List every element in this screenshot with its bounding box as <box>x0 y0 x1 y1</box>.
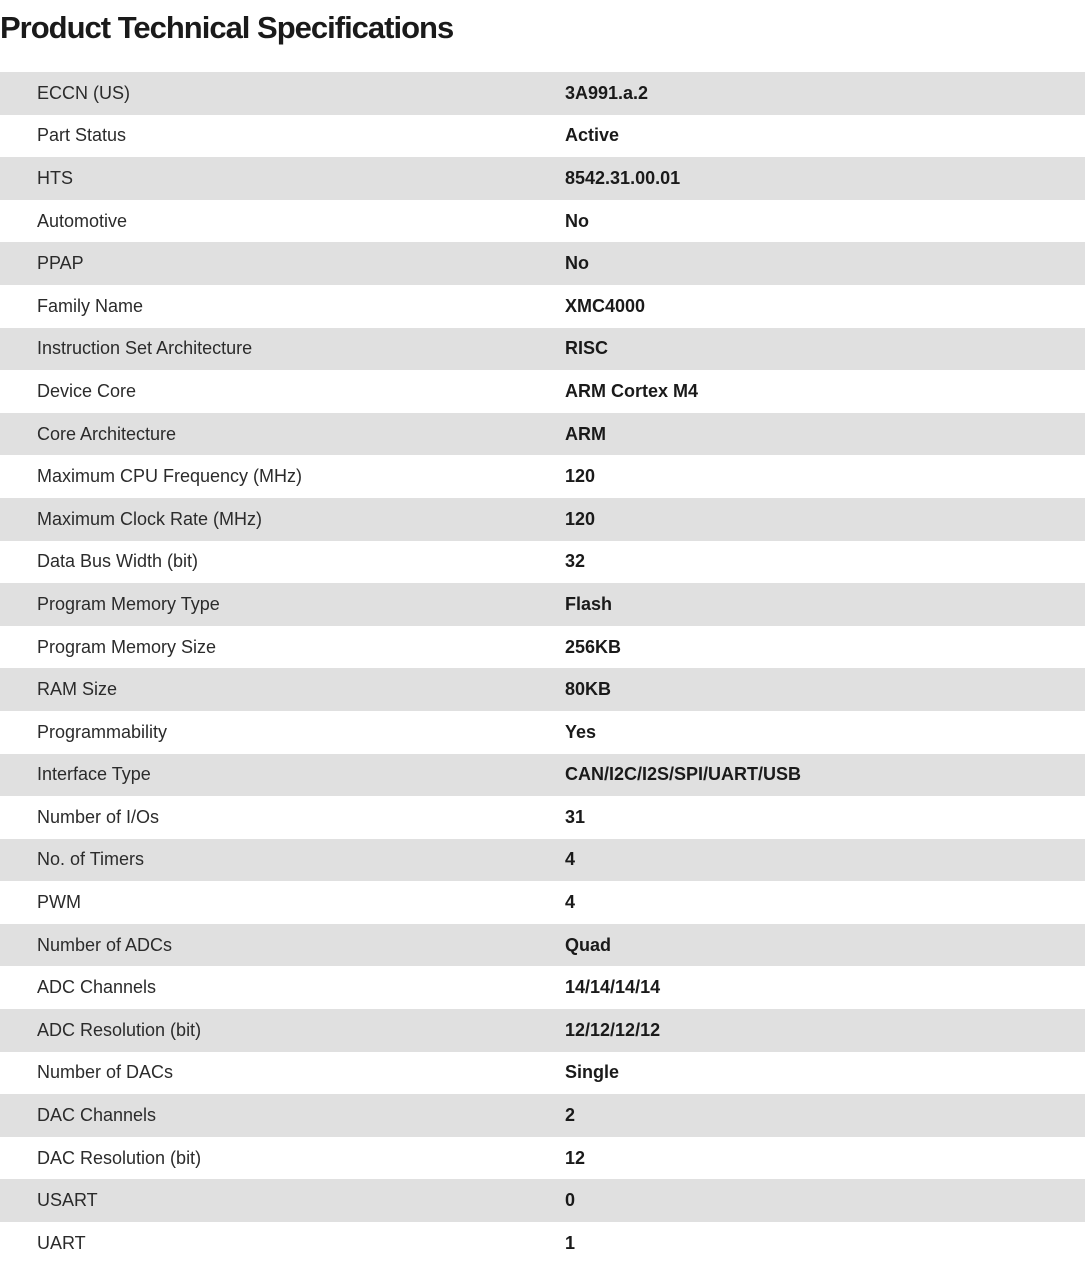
spec-label: ECCN (US) <box>37 82 130 103</box>
spec-row <box>0 626 1085 669</box>
page-title: Product Technical Specifications <box>0 10 454 45</box>
spec-value: 4 <box>565 849 576 870</box>
spec-value: 1 <box>565 1232 576 1253</box>
spec-value: 12 <box>565 1147 586 1168</box>
spec-table-body <box>0 72 1085 1265</box>
spec-table <box>0 72 1085 1265</box>
spec-value: 120 <box>565 466 596 487</box>
spec-row <box>0 1222 1085 1265</box>
spec-value: CAN/I2C/I2S/SPI/UART/USB <box>565 764 802 785</box>
spec-value: Flash <box>565 593 613 614</box>
spec-label: PPAP <box>37 253 84 274</box>
spec-label: RAM Size <box>37 679 118 700</box>
spec-label: ADC Resolution (bit) <box>37 1019 202 1040</box>
spec-label: Program Memory Size <box>37 636 217 657</box>
spec-label: No. of Timers <box>37 849 145 870</box>
spec-value: 256KB <box>565 636 622 657</box>
spec-label: Program Memory Type <box>37 593 220 614</box>
spec-value: 31 <box>565 806 586 827</box>
spec-value: XMC4000 <box>565 295 646 316</box>
spec-label: Interface Type <box>37 764 151 785</box>
spec-label: Number of I/Os <box>37 806 160 827</box>
spec-row <box>0 1137 1085 1180</box>
spec-row <box>0 200 1085 243</box>
spec-row <box>0 711 1085 754</box>
spec-value: Yes <box>565 721 597 742</box>
spec-row <box>0 1094 1085 1137</box>
spec-value: 120 <box>565 508 596 529</box>
spec-row <box>0 1009 1085 1052</box>
spec-row <box>0 839 1085 882</box>
spec-label: ADC Channels <box>37 977 157 998</box>
spec-row <box>0 72 1085 115</box>
spec-label: PWM <box>37 892 81 913</box>
spec-value: Active <box>565 125 620 146</box>
spec-value: 0 <box>565 1190 576 1211</box>
spec-value: 80KB <box>565 679 612 700</box>
spec-value: 3A991.a.2 <box>565 82 649 103</box>
spec-row <box>0 328 1085 371</box>
spec-row <box>0 583 1085 626</box>
spec-row <box>0 668 1085 711</box>
spec-label: Data Bus Width (bit) <box>37 551 199 572</box>
spec-value: No <box>565 253 589 274</box>
spec-label: Automotive <box>37 210 128 231</box>
spec-value: 32 <box>565 551 586 572</box>
spec-value: 14/14/14/14 <box>565 977 661 998</box>
spec-row <box>0 796 1085 839</box>
spec-row <box>0 1052 1085 1095</box>
spec-row <box>0 754 1085 797</box>
spec-label: DAC Resolution (bit) <box>37 1147 202 1168</box>
spec-row <box>0 413 1085 456</box>
spec-value: Single <box>565 1062 620 1083</box>
spec-value: ARM Cortex M4 <box>565 380 699 401</box>
spec-row <box>0 285 1085 328</box>
spec-label: Maximum Clock Rate (MHz) <box>37 508 263 529</box>
spec-row <box>0 242 1085 285</box>
spec-row <box>0 1179 1085 1222</box>
spec-value: 8542.31.00.01 <box>565 167 681 188</box>
spec-row <box>0 924 1085 967</box>
spec-label: Programmability <box>37 721 168 742</box>
spec-label: Instruction Set Architecture <box>37 338 253 359</box>
spec-value: 2 <box>565 1105 576 1126</box>
spec-value: No <box>565 210 589 231</box>
spec-value: ARM <box>565 423 606 444</box>
spec-row <box>0 157 1085 200</box>
spec-row <box>0 370 1085 413</box>
spec-row <box>0 455 1085 498</box>
spec-value: RISC <box>565 338 609 359</box>
spec-label: USART <box>37 1190 98 1211</box>
spec-label: Core Architecture <box>37 423 177 444</box>
spec-label: Family Name <box>37 295 144 316</box>
spec-row <box>0 541 1085 584</box>
spec-label: Device Core <box>37 380 137 401</box>
spec-label: UART <box>37 1232 86 1253</box>
spec-label: Number of ADCs <box>37 934 173 955</box>
spec-label: Part Status <box>37 125 127 146</box>
spec-row <box>0 498 1085 541</box>
spec-value: 4 <box>565 892 576 913</box>
spec-label: HTS <box>37 167 73 188</box>
spec-label: Maximum CPU Frequency (MHz) <box>37 466 303 487</box>
spec-label: DAC Channels <box>37 1105 157 1126</box>
spec-label: Number of DACs <box>37 1062 174 1083</box>
spec-row <box>0 881 1085 924</box>
spec-row <box>0 115 1085 158</box>
spec-row <box>0 966 1085 1009</box>
spec-value: 12/12/12/12 <box>565 1019 661 1040</box>
spec-value: Quad <box>565 934 612 955</box>
